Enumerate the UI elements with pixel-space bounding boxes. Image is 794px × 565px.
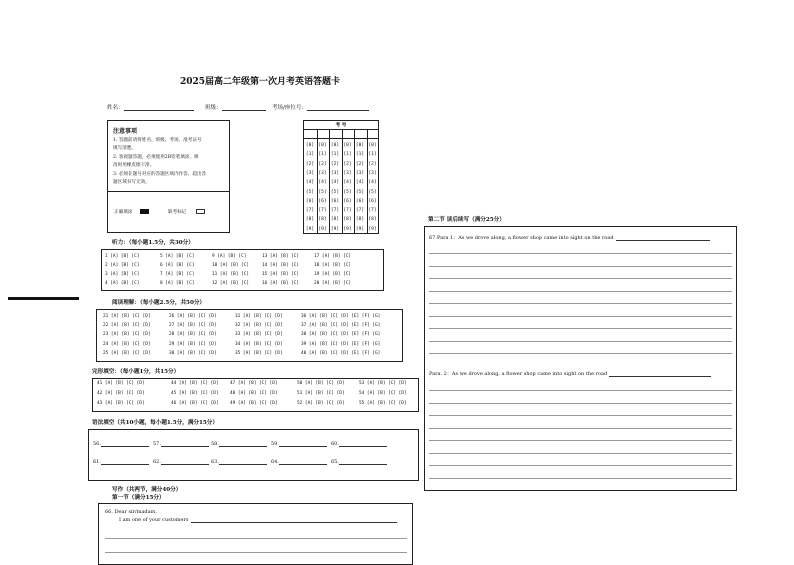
cloze-question[interactable]: 48 [A] [B] [C] [D] bbox=[230, 391, 278, 397]
reading-question[interactable]: 30 [A] [B] [C] [D] bbox=[169, 350, 217, 356]
reading-question[interactable]: 22 [A] [B] [C] [D] bbox=[103, 323, 151, 329]
listening-question[interactable]: 17 [A] [B] [C] bbox=[314, 254, 352, 259]
room-blank[interactable] bbox=[307, 105, 369, 111]
exam-digit-bubble[interactable]: [4] bbox=[355, 180, 365, 186]
writing-line[interactable] bbox=[429, 440, 732, 441]
writing-line[interactable] bbox=[429, 390, 732, 391]
exam-digit-bubble[interactable]: [2] bbox=[305, 161, 315, 167]
grammar-blank-line[interactable] bbox=[279, 441, 327, 447]
reading-question[interactable]: 31 [A] [B] [C] [D] bbox=[235, 314, 283, 319]
notes-divider bbox=[108, 191, 229, 192]
writing-line[interactable] bbox=[429, 341, 732, 342]
reading-question[interactable]: 36 [A] [B] [C] [D] [E] [F] [G] bbox=[301, 314, 381, 319]
exam-digit-bubble[interactable]: [7] bbox=[305, 208, 315, 214]
cloze-heading: 完形填空：（每小题1分，共15分） bbox=[92, 369, 180, 375]
para2-prompt[interactable] bbox=[429, 370, 711, 377]
writing-sub1: 第一节（满分15分） bbox=[112, 495, 165, 501]
listening-box bbox=[101, 249, 384, 291]
exam-digit-bubble[interactable]: [3] bbox=[318, 170, 327, 176]
note-line: 题区域书写无效。 bbox=[113, 180, 150, 185]
listening-question[interactable]: 1 [A] [B] [C] bbox=[105, 254, 140, 259]
writing-line[interactable] bbox=[429, 328, 732, 329]
exam-digit-bubble[interactable]: [8] bbox=[355, 217, 365, 223]
exam-digit-bubble[interactable]: [9] bbox=[343, 226, 352, 232]
exam-digit-bubble[interactable]: [6] bbox=[355, 198, 365, 204]
cloze-question[interactable]: 50 [A] [B] [C] [D] bbox=[297, 381, 345, 386]
room-field[interactable] bbox=[272, 103, 369, 111]
grammar-box bbox=[88, 429, 419, 481]
reading-question[interactable]: 24 [A] [B] [C] [D] bbox=[103, 341, 151, 347]
reading-question[interactable]: 37 [A] [B] [C] [D] [E] [F] [G] bbox=[301, 323, 381, 329]
grammar-blank-number: 56. bbox=[93, 441, 101, 447]
cloze-question[interactable]: 45 [A] [B] [C] [D] bbox=[171, 391, 219, 397]
exam-digit-bubble[interactable]: [0] bbox=[355, 143, 365, 148]
grammar-blank[interactable] bbox=[153, 459, 209, 465]
note-line: 3. 必须在题号对应的答题区域内作答，超出答 bbox=[113, 172, 207, 177]
exam-digit-bubble[interactable]: [2] bbox=[318, 161, 327, 167]
grammar-blank-line[interactable] bbox=[101, 459, 149, 465]
listening-question[interactable]: 9 [A] [B] [C] bbox=[212, 254, 247, 259]
reading-question[interactable]: 34 [A] [B] [C] [D] bbox=[235, 341, 283, 347]
grammar-blank[interactable] bbox=[211, 459, 267, 465]
grammar-blank[interactable] bbox=[271, 441, 327, 447]
writing-line[interactable] bbox=[429, 478, 732, 479]
page-title: 2025届高二年级第一次月考英语答题卡 bbox=[179, 77, 341, 87]
exam-digit-bubble[interactable]: [8] bbox=[318, 217, 327, 223]
writing-line[interactable] bbox=[429, 465, 732, 466]
cloze-question[interactable]: 55 [A] [B] [C] [D] bbox=[359, 401, 407, 407]
reading-question[interactable]: 27 [A] [B] [C] [D] bbox=[169, 323, 217, 329]
exam-digit-bubble[interactable]: [5] bbox=[305, 189, 315, 195]
continuation-box bbox=[424, 226, 737, 491]
exam-digit-bubble[interactable]: [1] bbox=[355, 152, 365, 158]
listening-question[interactable]: 11 [A] [B] [C] bbox=[212, 272, 250, 277]
name-label: 姓名： bbox=[107, 105, 124, 111]
exam-digit-bubble[interactable]: [4] bbox=[343, 180, 352, 186]
listening-question[interactable]: 13 [A] [B] [C] bbox=[262, 254, 300, 259]
exam-digit-bubble[interactable]: [5] bbox=[318, 189, 327, 195]
listening-question[interactable]: 2 [A] [B] [C] bbox=[105, 263, 140, 268]
correct-fill-sample bbox=[114, 209, 149, 215]
writing-line[interactable] bbox=[429, 266, 732, 267]
listening-question[interactable]: 16 [A] [B] [C] bbox=[262, 281, 300, 286]
listening-question[interactable]: 4 [A] [B] [C] bbox=[105, 281, 140, 286]
note-line: 填写清楚。 bbox=[113, 146, 136, 151]
grammar-blank-line[interactable] bbox=[279, 459, 327, 465]
filled-mark-icon bbox=[140, 209, 149, 214]
class-field[interactable] bbox=[205, 103, 266, 111]
grammar-blank[interactable] bbox=[331, 459, 387, 465]
cloze-question[interactable]: 49 [A] [B] [C] [D] bbox=[230, 401, 278, 407]
grammar-blank-number: 58. bbox=[211, 441, 219, 447]
writing-line[interactable] bbox=[105, 552, 407, 553]
cloze-question[interactable]: 53 [A] [B] [C] [D] bbox=[359, 381, 407, 386]
exam-digit-bubble[interactable]: [0] bbox=[343, 143, 352, 148]
exam-digit-bubble[interactable]: [2] bbox=[368, 161, 377, 167]
exam-digit-bubble[interactable]: [1] bbox=[305, 152, 315, 158]
absent-mark-label: 缺考标记 bbox=[168, 210, 187, 215]
exam-digit-bubble[interactable]: [3] bbox=[343, 170, 352, 176]
grammar-blank-line[interactable] bbox=[339, 441, 387, 447]
reading-question[interactable]: 26 [A] [B] [C] [D] bbox=[169, 314, 217, 319]
exam-digit-bubble[interactable]: [3] bbox=[368, 170, 377, 176]
exam-digit-bubble[interactable]: [3] bbox=[355, 170, 365, 176]
fold-bar bbox=[8, 297, 79, 300]
grammar-blank-line[interactable] bbox=[339, 459, 387, 465]
note-line: 改时用橡皮擦干净。 bbox=[113, 163, 155, 168]
grammar-blank[interactable] bbox=[153, 441, 209, 447]
grammar-blank-line[interactable] bbox=[161, 459, 209, 465]
grammar-blank-line[interactable] bbox=[161, 441, 209, 447]
reading-question[interactable]: 25 [A] [B] [C] [D] bbox=[103, 350, 151, 356]
exam-digit-bubble[interactable]: [9] bbox=[368, 226, 377, 232]
grammar-blank-number: 62. bbox=[153, 459, 161, 465]
cloze-question[interactable]: 51 [A] [B] [C] [D] bbox=[297, 391, 345, 397]
para1-prompt[interactable] bbox=[429, 234, 710, 241]
writing-line[interactable] bbox=[429, 278, 732, 279]
reading-question[interactable]: 39 [A] [B] [C] [D] [E] [F] [G] bbox=[301, 341, 381, 347]
cloze-question[interactable]: 46 [A] [B] [C] [D] bbox=[171, 401, 219, 407]
reading-question[interactable]: 28 [A] [B] [C] [D] bbox=[169, 332, 217, 338]
exam-digit-bubble[interactable]: [5] bbox=[330, 189, 340, 195]
exam-digit-bubble[interactable]: [1] bbox=[318, 152, 327, 158]
cloze-question[interactable]: 41 [A] [B] [C] [D] bbox=[97, 381, 145, 386]
writing-line[interactable] bbox=[429, 428, 732, 429]
exam-digit-bubble[interactable]: [2] bbox=[330, 161, 340, 167]
exam-digit-bubble[interactable]: [4] bbox=[318, 180, 327, 186]
exam-digit-bubble[interactable]: [6] bbox=[368, 198, 377, 204]
listening-question[interactable]: 20 [A] [B] [C] bbox=[314, 281, 352, 286]
cloze-question[interactable]: 47 [A] [B] [C] [D] bbox=[230, 381, 278, 386]
note-line: 1. 答题前请将姓名、班级、考场、准考证号 bbox=[113, 138, 202, 143]
grammar-blank[interactable] bbox=[331, 441, 387, 447]
grammar-blank-line[interactable] bbox=[219, 441, 267, 447]
exam-digit-bubble[interactable]: [8] bbox=[343, 217, 352, 223]
reading-question[interactable]: 33 [A] [B] [C] [D] bbox=[235, 332, 283, 338]
exam-digit-bubble[interactable]: [7] bbox=[368, 208, 377, 214]
exam-digit-bubble[interactable]: [6] bbox=[305, 198, 315, 204]
reading-question[interactable]: 38 [A] [B] [C] [D] [E] [F] [G] bbox=[301, 332, 381, 338]
grammar-blank[interactable] bbox=[271, 459, 327, 465]
cloze-question[interactable]: 44 [A] [B] [C] [D] bbox=[171, 381, 219, 386]
exam-digit-bubble[interactable]: [3] bbox=[305, 170, 315, 176]
absent-mark-sample bbox=[168, 209, 205, 215]
exam-number-header: 考 号 bbox=[335, 123, 347, 128]
writing-line[interactable] bbox=[429, 303, 732, 304]
exam-digit-bubble[interactable]: [5] bbox=[368, 189, 377, 195]
cloze-box bbox=[92, 378, 419, 412]
grammar-blank-number: 59. bbox=[271, 441, 279, 447]
writing-line[interactable] bbox=[105, 538, 407, 539]
grammar-blank-number: 65. bbox=[331, 459, 339, 465]
room-label: 考场/座位号： bbox=[272, 105, 307, 111]
listening-question[interactable]: 5 [A] [B] [C] bbox=[160, 254, 195, 259]
listening-question[interactable]: 15 [A] [B] [C] bbox=[262, 272, 300, 277]
reading-question[interactable]: 21 [A] [B] [C] [D] bbox=[103, 314, 151, 319]
reading-box bbox=[96, 309, 403, 362]
exam-digit-bubble[interactable]: [0] bbox=[305, 143, 315, 148]
exam-digit-bubble[interactable]: [9] bbox=[355, 226, 365, 232]
exam-number-grid bbox=[303, 120, 379, 234]
reading-question[interactable]: 29 [A] [B] [C] [D] bbox=[169, 341, 217, 347]
cloze-question[interactable]: 43 [A] [B] [C] [D] bbox=[97, 401, 145, 407]
exam-digit-bubble[interactable]: [6] bbox=[318, 198, 327, 204]
q66-greeting: 66. Dear sir/madam, bbox=[105, 509, 157, 515]
listening-heading: 听力：（每小题1.5分，共30分） bbox=[112, 240, 194, 246]
exam-digit-bubble[interactable]: [0] bbox=[368, 143, 377, 148]
para1-blank[interactable] bbox=[616, 235, 710, 241]
grammar-blank-line[interactable] bbox=[219, 459, 267, 465]
grammar-blank[interactable] bbox=[93, 459, 149, 465]
grammar-heading: 语法填空（共10小题，每小题1.5分，满分15分） bbox=[92, 420, 218, 426]
exam-digit-bubble[interactable]: [9] bbox=[305, 226, 315, 232]
note-line: 2. 客观题答题，必须使用2B铅笔填涂，修 bbox=[113, 155, 199, 160]
listening-question[interactable]: 6 [A] [B] [C] bbox=[160, 263, 195, 268]
listening-question[interactable]: 19 [A] [B] [C] bbox=[314, 272, 352, 277]
writing-line[interactable] bbox=[429, 403, 732, 404]
exam-digit-bubble[interactable]: [1] bbox=[343, 152, 352, 158]
writing-heading: 写作（共两节，满分40分） bbox=[112, 487, 182, 493]
writing-line[interactable] bbox=[429, 353, 732, 354]
exam-digit-bubble[interactable]: [1] bbox=[368, 152, 377, 158]
class-label: 班级： bbox=[205, 105, 222, 111]
listening-question[interactable]: 7 [A] [B] [C] bbox=[160, 272, 195, 277]
exam-digit-bubble[interactable]: [9] bbox=[330, 226, 340, 232]
class-blank[interactable] bbox=[222, 105, 266, 111]
grammar-blank-number: 64. bbox=[271, 459, 279, 465]
listening-question[interactable]: 18 [A] [B] [C] bbox=[314, 263, 352, 268]
correct-fill-label: 正确填涂 bbox=[114, 210, 133, 215]
cloze-question[interactable]: 42 [A] [B] [C] [D] bbox=[97, 391, 145, 397]
para2-text: Para. 2：As we drove along, a flower shop came into sight on the road bbox=[429, 371, 608, 377]
listening-question[interactable]: 8 [A] [B] [C] bbox=[160, 281, 195, 286]
exam-digit-bubble[interactable]: [3] bbox=[330, 170, 340, 176]
grammar-blank-number: 60. bbox=[331, 441, 339, 447]
listening-question[interactable]: 10 [A] [B] [C] bbox=[212, 263, 250, 268]
writing-line[interactable] bbox=[429, 316, 732, 317]
cloze-question[interactable]: 54 [A] [B] [C] [D] bbox=[359, 391, 407, 397]
exam-digit-bubble[interactable]: [7] bbox=[318, 208, 327, 214]
grammar-blank-number: 61. bbox=[93, 459, 101, 465]
grammar-blank[interactable] bbox=[211, 441, 267, 447]
reading-heading: 阅读理解：（每小题2.5分，共50分） bbox=[112, 300, 206, 306]
grammar-blank-line[interactable] bbox=[101, 441, 149, 447]
reading-question[interactable]: 23 [A] [B] [C] [D] bbox=[103, 332, 151, 338]
exam-digit-bubble[interactable]: [8] bbox=[305, 217, 315, 223]
reading-question[interactable]: 40 [A] [B] [C] [D] [E] [F] [G] bbox=[301, 350, 381, 356]
continuation-heading: 第二节 读后续写（满分25分） bbox=[428, 217, 505, 223]
exam-digit-bubble[interactable]: [4] bbox=[305, 180, 315, 186]
para2-blank[interactable] bbox=[609, 371, 711, 377]
exam-digit-bubble[interactable]: [4] bbox=[368, 180, 377, 186]
grammar-blank-number: 63. bbox=[211, 459, 219, 465]
absent-mark-box[interactable] bbox=[196, 209, 205, 214]
exam-digit-bubble[interactable]: [8] bbox=[368, 217, 377, 223]
exam-digit-bubble[interactable]: [0] bbox=[330, 143, 340, 148]
exam-digit-bubble[interactable]: [6] bbox=[330, 198, 340, 204]
exam-digit-bubble[interactable]: [5] bbox=[343, 189, 352, 195]
writing-line[interactable] bbox=[429, 253, 732, 254]
listening-question[interactable]: 3 [A] [B] [C] bbox=[105, 272, 140, 277]
name-field[interactable] bbox=[107, 103, 194, 111]
writing-line[interactable] bbox=[429, 415, 732, 416]
reading-question[interactable]: 32 [A] [B] [C] [D] bbox=[235, 323, 283, 329]
writing-box bbox=[98, 503, 413, 565]
exam-digit-bubble[interactable]: [7] bbox=[343, 208, 352, 214]
grammar-blank[interactable] bbox=[93, 441, 149, 447]
exam-digit-bubble[interactable]: [2] bbox=[355, 161, 365, 167]
cloze-question[interactable]: 52 [A] [B] [C] [D] bbox=[297, 401, 345, 407]
name-blank[interactable] bbox=[124, 105, 194, 111]
exam-digit-bubble[interactable]: [0] bbox=[318, 143, 327, 148]
exam-digit-bubble[interactable]: [4] bbox=[330, 180, 340, 186]
para1-text: 67.Para 1：As we drove along, a flower shop came into sight on the road bbox=[429, 235, 614, 241]
exam-digit-bubble[interactable]: [6] bbox=[343, 198, 352, 204]
writing-line[interactable] bbox=[429, 453, 732, 454]
q66-first-line-blank[interactable] bbox=[191, 517, 397, 523]
exam-digit-bubble[interactable]: [8] bbox=[330, 217, 340, 223]
notes-heading: 注意事项 bbox=[113, 128, 138, 135]
exam-digit-bubble[interactable]: [7] bbox=[355, 208, 365, 214]
listening-question[interactable]: 14 [A] [B] [C] bbox=[262, 263, 300, 268]
exam-digit-bubble[interactable]: [5] bbox=[355, 189, 365, 195]
exam-digit-bubble[interactable]: [9] bbox=[318, 226, 327, 232]
q66-first-line[interactable] bbox=[119, 517, 397, 523]
reading-question[interactable]: 35 [A] [B] [C] [D] bbox=[235, 350, 283, 356]
q66-first-line-text: I am one of your customers bbox=[119, 517, 189, 523]
writing-line[interactable] bbox=[429, 291, 732, 292]
grammar-blank-number: 57. bbox=[153, 441, 161, 447]
exam-digit-bubble[interactable]: [7] bbox=[330, 208, 340, 214]
exam-digit-bubble[interactable]: [1] bbox=[330, 152, 340, 158]
listening-question[interactable]: 12 [A] [B] [C] bbox=[212, 281, 250, 286]
notes-box bbox=[107, 120, 230, 233]
exam-digit-bubble[interactable]: [2] bbox=[343, 161, 352, 167]
